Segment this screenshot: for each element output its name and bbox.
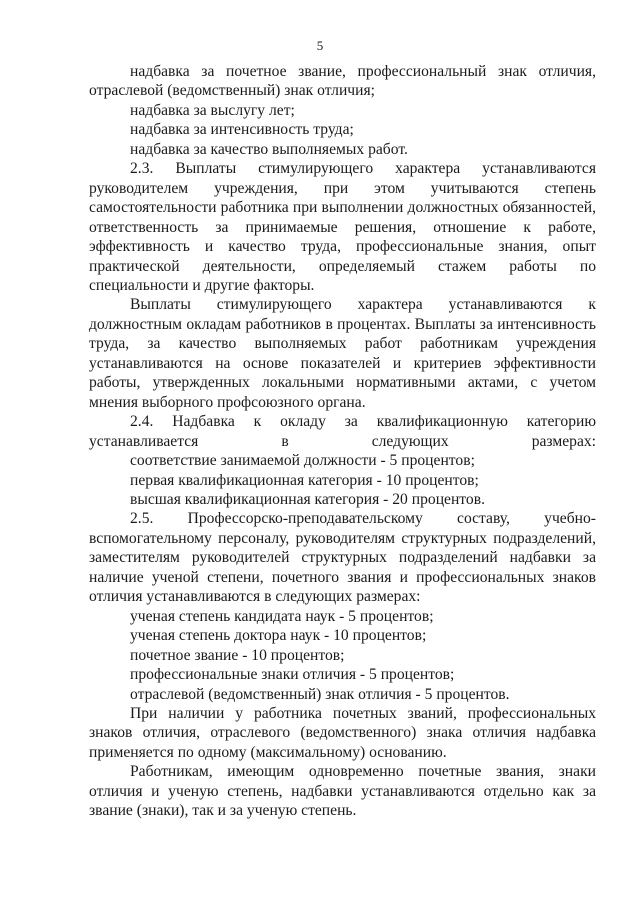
paragraph-quality-allowance: надбавка за качество выполняемых работ.: [130, 140, 408, 158]
list-item-departmental-badge: отраслевой (ведомственный) знак отличия - 5 процентов.: [130, 685, 510, 703]
list-item-candidate-degree: ученая степень кандидата наук - 5 процентов;: [130, 607, 434, 625]
page-number: 5: [316, 38, 324, 53]
paragraph-separate-allowances: Работникам, имеющим одновременно почетные звания, знаки отличия и ученую степень, надбавки устанавливаются отдельно как за звание (знаки), так и за ученую степень.: [89, 763, 596, 820]
list-item-first-category: первая квалификационная категория - 10 процентов;: [130, 471, 479, 489]
list-item-highest-category: высшая квалификационная категория - 20 процентов.: [130, 490, 485, 508]
list-item-position-compliance: соответствие занимаемой должности - 5 процентов;: [130, 452, 475, 470]
paragraph-incentive-payments: Выплаты стимулирующего характера устанавливаются к должностным окладам работников в процентах. Выплаты за интенсивность труда, за качество выполняемых работ работникам учреждения устанавливаются на основе показателей и критериев эффективности работы, утвержденных локальными нормативными актами, с учетом мнения выборного профсоюзного органа.: [89, 296, 596, 411]
document-body: [89, 62, 596, 821]
paragraph-seniority-allowance: надбавка за выслугу лет;: [130, 101, 295, 119]
paragraph-section-2-3: 2.3. Выплаты стимулирующего характера устанавливаются руководителем учреждения, при этом учитываются степень самостоятельности работника при выполнении должностных обязанностей, ответственность за принимаемые решения, отношение к работе, эффективность и качество труда, профессиональные знания, опыт практической деятельности, определяемый стажем работы по специальности и другие факторы.: [89, 160, 596, 294]
paragraph-single-basis: При наличии у работника почетных званий, профессиональных знаков отличия, отраслевого (ведомственного) знака отличия надбавка применяется по одному (максимальному) основанию.: [89, 704, 596, 761]
paragraph-honorary-title-allowance: надбавка за почетное звание, профессиональный знак отличия, отраслевой (ведомственный) знак отличия;: [89, 63, 596, 100]
list-item-doctor-degree: ученая степень доктора наук - 10 процентов;: [130, 627, 427, 645]
paragraph-section-2-4: 2.4. Надбавка к окладу за квалификационную категорию устанавливается в следующих размерах:: [89, 413, 596, 450]
list-item-professional-badges: профессиональные знаки отличия - 5 процентов;: [130, 666, 455, 684]
list-item-honorary-title: почетное звание - 10 процентов;: [130, 646, 345, 664]
paragraph-section-2-5: 2.5. Профессорско-преподавательскому составу, учебно-вспомогательному персоналу, руководителям структурных подразделений, заместителям руководителей структурных подразделений надбавки за наличие ученой степени, почетного звания и профессиональных знаков отличия устанавливаются в следующих размерах:: [89, 510, 596, 606]
paragraph-intensity-allowance: надбавка за интенсивность труда;: [130, 121, 354, 139]
